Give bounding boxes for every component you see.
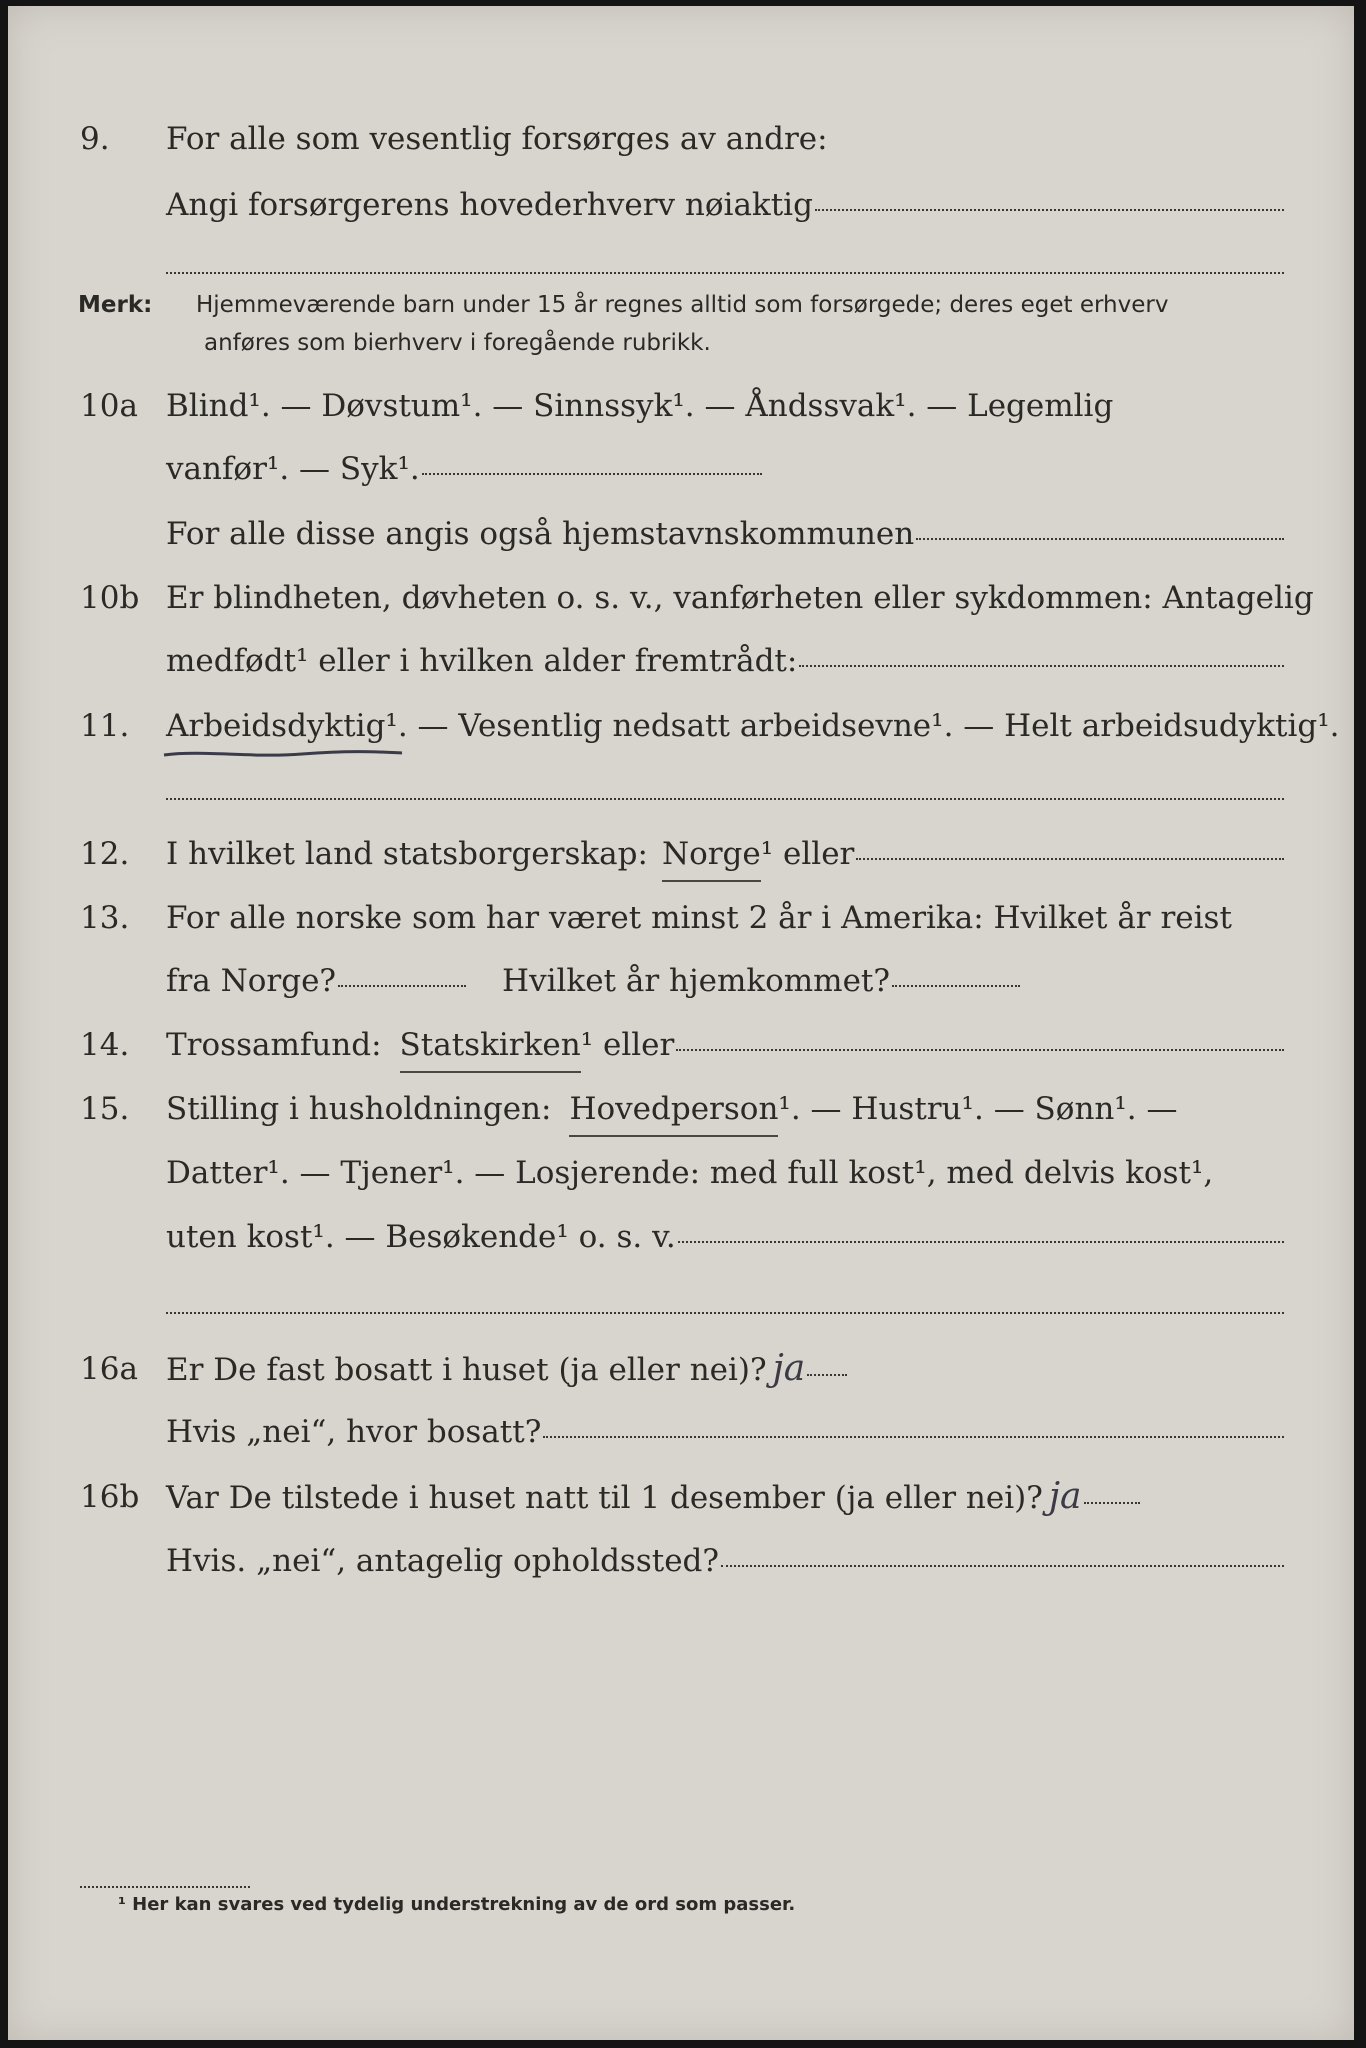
question-text: Angi forsørgerens hovederhverv nøiaktig	[166, 187, 813, 223]
question-text: For alle som vesentlig forsørges av andre:	[166, 121, 828, 157]
item-11-line-1	[8, 701, 1354, 751]
question-text: For alle disse angis også hjemstavnskommunen	[166, 516, 915, 552]
answer-field[interactable]	[166, 272, 1284, 274]
item-16a-line-1	[8, 1344, 1354, 1394]
note-label: Merk:	[78, 292, 153, 318]
question-text: medfødt¹ eller i hvilken alder fremtrådt:	[166, 643, 798, 679]
question-text: Er De fast bosatt i huset (ja eller nei)?	[166, 1352, 767, 1388]
answer-field[interactable]	[799, 665, 1284, 667]
question-text: vanfør¹. — Syk¹.	[166, 451, 420, 487]
question-text: Trossamfund:	[166, 1027, 382, 1063]
note-text-line-1: Hjemmeværende barn under 15 år regnes alltid som forsørgede; deres eget erhverv	[196, 292, 1169, 318]
item-13-line-2	[8, 956, 1354, 1006]
answer-field[interactable]	[338, 985, 466, 987]
item-number: 13.	[80, 900, 130, 936]
item-15-line-3	[8, 1212, 1354, 1262]
item-10b-line-2	[8, 636, 1354, 686]
note-block	[78, 286, 1288, 362]
answer-field[interactable]	[1084, 1502, 1140, 1504]
item-number: 16b	[80, 1479, 140, 1515]
item-16b-line-2	[8, 1536, 1354, 1586]
question-text: ¹ eller	[580, 1027, 675, 1063]
note-text-line-2: anføres som bierhverv i foregående rubrikk.	[204, 330, 711, 356]
item-9-line-1	[8, 114, 1354, 164]
item-10a-line-2	[8, 444, 1354, 494]
item-number: 12.	[80, 836, 130, 872]
question-text: Hvis. „nei“, antagelig opholdssted?	[166, 1543, 720, 1579]
census-form-page	[8, 6, 1354, 2040]
item-12-line-1	[8, 829, 1354, 879]
question-text: Blind¹. — Døvstum¹. — Sinnssyk¹. — Åndssvak¹. — Legemlig	[166, 388, 1114, 424]
answer-field[interactable]	[916, 538, 1284, 540]
item-number: 9.	[80, 121, 110, 157]
question-text: fra Norge?	[166, 963, 337, 999]
handwritten-underline-icon	[162, 746, 406, 760]
selected-option[interactable]: Arbeidsdyktig	[166, 708, 386, 744]
question-text: Hvis „nei“, hvor bosatt?	[166, 1414, 542, 1450]
answer-field[interactable]	[721, 1565, 1284, 1567]
handwritten-answer[interactable]: ja	[772, 1348, 806, 1389]
answer-field[interactable]	[543, 1436, 1284, 1438]
answer-field[interactable]	[678, 1241, 1284, 1243]
handwritten-answer[interactable]: ja	[1048, 1476, 1082, 1517]
selected-option[interactable]: Norge	[662, 829, 761, 882]
item-10a-line-1	[8, 381, 1354, 431]
item-15-line-2	[8, 1148, 1354, 1198]
question-text: ¹ eller	[760, 836, 855, 872]
question-text: ¹. — Hustru¹. — Sønn¹. —	[778, 1091, 1178, 1127]
footnote-divider	[80, 1886, 250, 1888]
question-text: Hvilket år hjemkommet?	[502, 963, 891, 999]
item-16a-line-2	[8, 1407, 1354, 1457]
question-text: Er blindheten, døvheten o. s. v., vanførheten eller sykdommen: Antagelig	[166, 580, 1314, 616]
footnote: ¹ Her kan svares ved tydelig understrekning av de ord som passer.	[118, 1894, 796, 1915]
item-number: 10b	[80, 580, 140, 616]
item-9-line-2	[8, 180, 1354, 230]
selected-option[interactable]: Hovedperson	[569, 1084, 778, 1137]
item-10a-line-3	[8, 509, 1354, 559]
item-number: 15.	[80, 1091, 130, 1127]
question-text: Var De tilstede i huset natt til 1 desember (ja eller nei)?	[166, 1480, 1043, 1516]
question-text: ¹. — Vesentlig nedsatt arbeidsevne¹. — Helt arbeidsudyktig¹.	[385, 708, 1340, 744]
item-number: 10a	[80, 388, 138, 424]
item-number: 11.	[80, 708, 130, 744]
answer-field[interactable]	[856, 858, 1284, 860]
question-text: Stilling i husholdningen:	[166, 1091, 552, 1127]
item-number: 16a	[80, 1351, 138, 1387]
item-16b-line-1	[8, 1472, 1354, 1522]
item-10b-line-1	[8, 573, 1354, 623]
item-15-line-1	[8, 1084, 1354, 1134]
question-text: For alle norske som har været minst 2 år i Amerika: Hvilket år reist	[166, 900, 1232, 936]
item-13-line-1	[8, 893, 1354, 943]
answer-field[interactable]	[166, 1312, 1284, 1314]
question-text: I hvilket land statsborgerskap:	[166, 836, 648, 872]
answer-field[interactable]	[892, 985, 1020, 987]
item-number: 14.	[80, 1027, 130, 1063]
answer-field[interactable]	[422, 473, 762, 475]
answer-field[interactable]	[166, 798, 1284, 800]
answer-field[interactable]	[815, 209, 1284, 211]
selected-option[interactable]: Statskirken	[400, 1020, 581, 1073]
question-text: uten kost¹. — Besøkende¹ o. s. v.	[166, 1219, 676, 1255]
item-14-line-1	[8, 1020, 1354, 1070]
answer-field[interactable]	[807, 1374, 847, 1376]
answer-field[interactable]	[676, 1049, 1284, 1051]
question-text: Datter¹. — Tjener¹. — Losjerende: med full kost¹, med delvis kost¹,	[166, 1155, 1214, 1191]
